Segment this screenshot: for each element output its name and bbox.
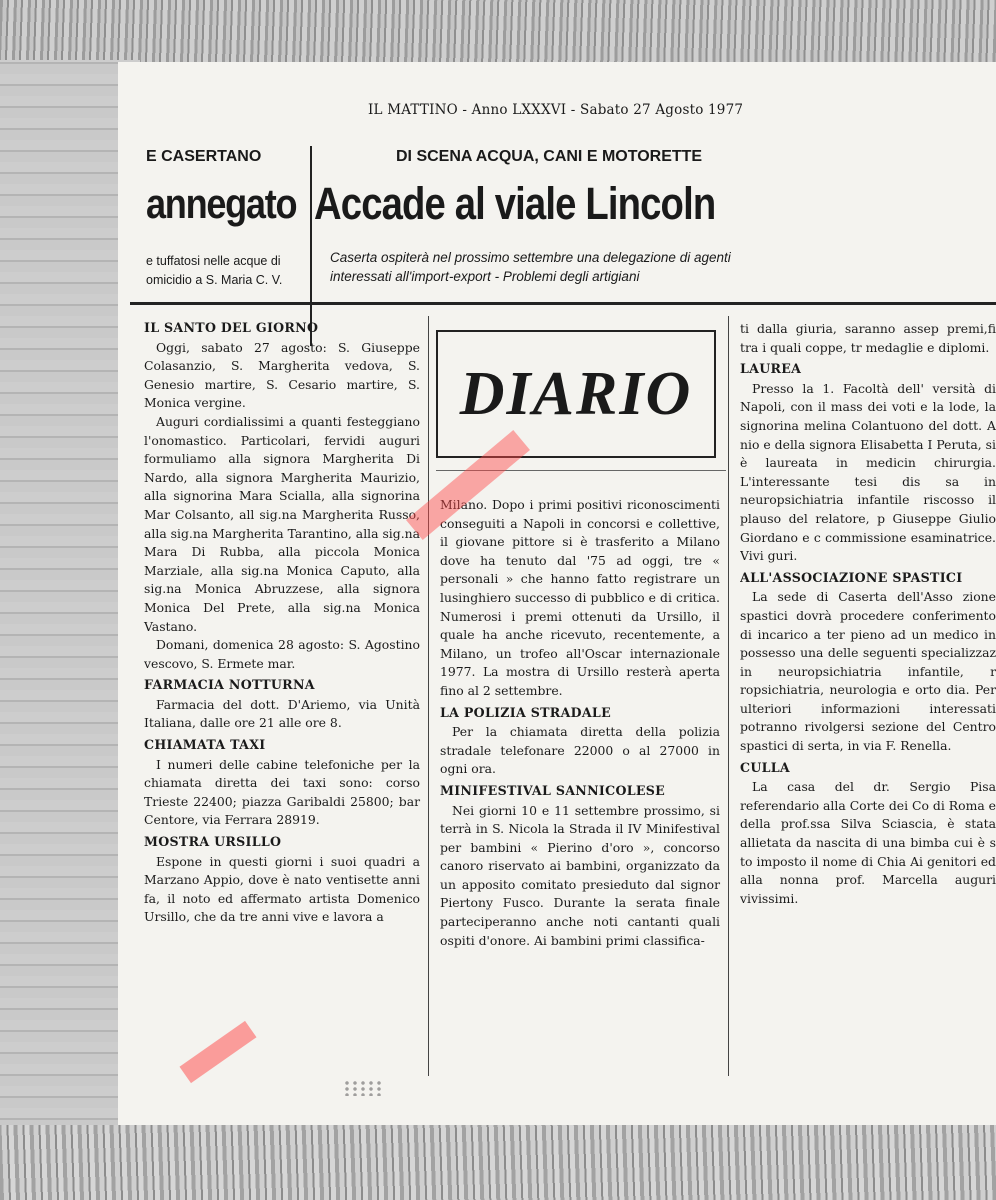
column-2 — [440, 496, 720, 950]
polizia-text: Per la chiamata diretta della polizia stradale telefonare 22000 o al 27000 in ogni ora. — [440, 724, 720, 777]
main-story-subhead: Caserta ospiterà nel prossimo settembre una delegazione di agenti interessati all'import-export - Problemi degli artigiani — [330, 250, 731, 284]
diario-title: DIARIO — [459, 359, 693, 428]
mostra-heading: MOSTRA URSILLO — [144, 834, 282, 850]
santo-heading: IL SANTO DEL GIORNO — [144, 320, 319, 335]
left-story-kicker: E CASERTANO — [146, 148, 262, 165]
mostra-text: Espone in questi giorni i suoi quadri a Marzano Appio, dove è nato ventisette anni fa, il noto ed affermato artista Domenico Ursillo, che da tre anni vive e lavora a — [144, 853, 420, 925]
main-story-kicker: DI SCENA ACQUA, CANI E MOTORETTE — [396, 148, 703, 165]
farmacia-heading: FARMACIA NOTTURNA — [144, 677, 315, 693]
scan-edge-top — [0, 0, 996, 64]
print-speckle — [343, 1080, 383, 1096]
taxi-text: I numeri delle cabine telefoniche per la chiamata diretta dei taxi sono: corso Trieste 22400; piazza Garibaldi 25800; bar Centore, via Ferrara 28919. — [144, 756, 420, 828]
newspaper-clipping — [118, 62, 996, 1128]
spastici-heading: ALL'ASSOCIAZIONE SPASTICI — [740, 569, 963, 585]
culla-text: La casa del dr. Sergio Pisa referendario alla Corte dei Co di Roma e della prof.ssa Silva Sciascia, è stata allietata da nascita di una bimba cui è s to imposto il nome di Chia Ai genitori ed alla nonna prof. Marcella auguri vivissimi. — [740, 779, 996, 906]
farmacia-text: Farmacia del dott. D'Ariemo, via Unità Italiana, dalle ore 21 alle ore 8. — [144, 696, 420, 731]
running-head: IL MATTINO - Anno LXXXVI - Sabato 27 Agosto 1977 — [368, 102, 744, 118]
column-1 — [144, 316, 420, 927]
santo-text-2: Auguri cordialissimi a quanti festeggiano l'onomastico. Particolari, fervidi auguri formuliamo alla signora Margherita Di Nardo, alla signora Margherita Maurizio, alla signorina Mara Scialla, alla signorina Mar Colsanto, all sig.na Margherita Russo, alla sig.na Margherita Tarantino, alla sig.na Mara Di Rubba, alla piccola Monica Marziale, alla sig.na Monica Caputo, alla sig.na Monica Abruzzese, alla signora Monica Del Prete, alla sig.na Monica Vastano. — [144, 413, 421, 634]
left-story-subhead: e tuffatosi nelle acque di omicidio a S. Maria C. V. — [146, 254, 283, 287]
spastici-text: La sede di Caserta dell'Asso zione spastici dovrà procedere conferimento di incarico a ter pieno ad un medico in possesso una delle seguenti specializzaz in neuropsichiatria infantile, r ropsichiatria, neurologia e orto dia. Per ulteriori informazioni interessati potranno rivolgersi sezione del Centro spastici di serta, in via F. Renella. — [740, 589, 996, 754]
santo-text-1: Oggi, sabato 27 agosto: S. Giuseppe Colasanzio, S. Margherita vedova, S. Genesio martire, S. Cesario martire, S. Monica vergine. — [144, 339, 420, 411]
red-marker-stroke — [179, 1021, 256, 1083]
santo-text-3: Domani, domenica 28 agosto: S. Agostino vescovo, S. Ermete mar. — [144, 637, 420, 671]
laurea-text: Presso la 1. Facoltà dell' versità di Napoli, con il mass dei voti e la lode, la signorina melina Colantuono del dott. A nio e della signora Elisabetta I Peruta, si è laureata in medicin chirurgia. L'interessante tesi dis sa in neuropsichiatria infantile riscosso il plauso del relatore, p Giuseppe Giulio Giordano e c commissione esaminatrice. Vivi guri. — [740, 380, 996, 564]
minifestival-heading: MINIFESTIVAL SANNICOLESE — [440, 782, 666, 798]
minifestival-continuation: ti dalla giuria, saranno assep premi,fi tra i quali coppe, tr medaglie e diplomi. — [740, 321, 996, 355]
culla-heading: CULLA — [740, 759, 790, 775]
section-rule — [130, 302, 996, 305]
left-story-headline: annegato — [146, 180, 297, 227]
scan-edge-bottom — [0, 1125, 996, 1200]
laurea-heading: LAUREA — [740, 361, 802, 377]
column-rule — [728, 316, 729, 1076]
taxi-heading: CHIAMATA TAXI — [144, 737, 266, 753]
diario-box — [436, 330, 716, 458]
polizia-heading: LA POLIZIA STRADALE — [440, 704, 611, 720]
main-story-headline: Accade al viale Lincoln — [314, 178, 716, 229]
column-3 — [740, 320, 996, 908]
column-rule — [428, 316, 429, 1076]
minifestival-text: Nei giorni 10 e 11 settembre prossimo, si terrà in S. Nicola la Strada il IV Minifestival per bambini « Pierino d'oro », concorso canoro riservato ai bambini, organizzato da un apposito comitato presieduto dal signor Piertony Fusco. Durante la serata finale parteciperanno anche noti cantanti quali ospiti d'onore. Ai bambini primi classifica- — [440, 802, 720, 948]
mostra-continuation: Milano. Dopo i primi positivi riconoscimenti conseguiti a Napoli in concorsi e collettive, il giovane pittore si è trasferito a Milano dove ha tenuto dal '75 ad oggi, tre « personali » che hanno fatto registrare un lusinghiero successo di pubblico e di critica. Numerosi i premi ottenuti da Ursillo, il quale ha anche ricevuto, recentemente, a Milano, un trofeo all'Oscar internazionale 1977. La mostra di Ursillo resterà aperta fino al 2 settembre. — [440, 497, 720, 698]
